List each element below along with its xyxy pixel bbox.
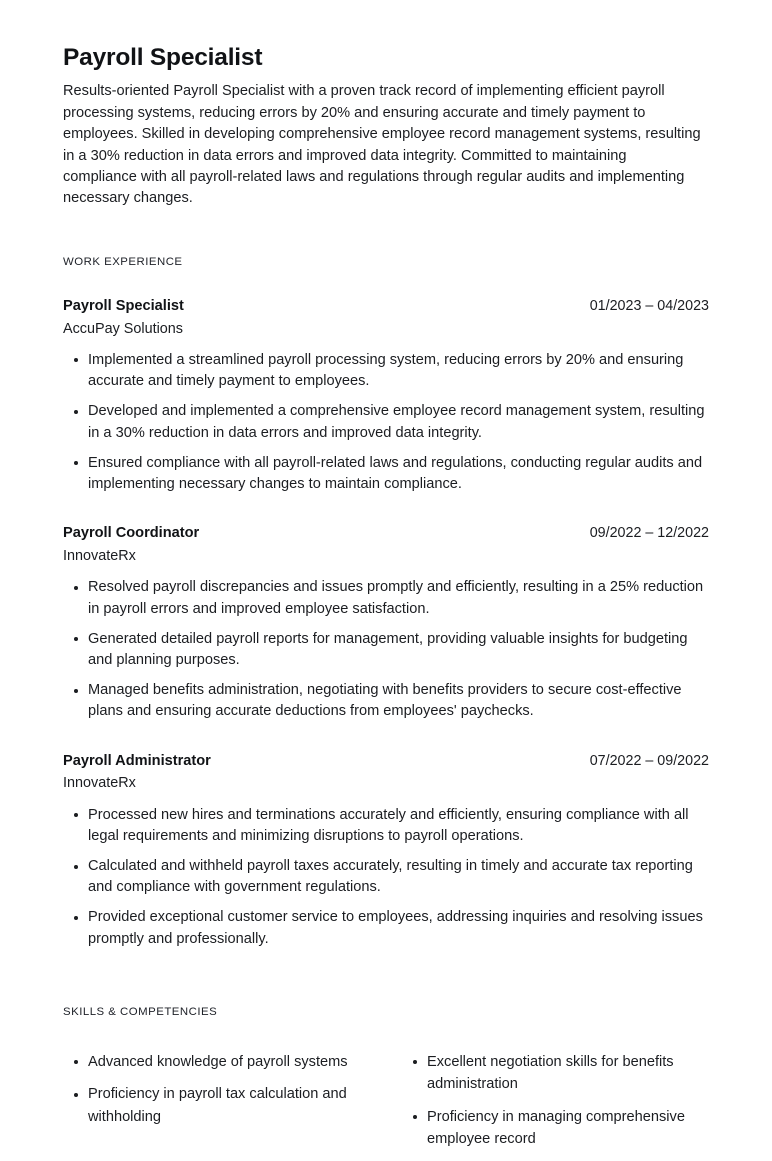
job-entry [63, 752, 709, 950]
job-dates: 01/2023 – 04/2023 [589, 297, 709, 314]
section-heading-skills: SKILLS & COMPETENCIES [63, 1005, 218, 1018]
list-item: Provided exceptional customer service to employees, addressing inquiries and resolving issues promptly and professionally. [63, 907, 709, 949]
list-item: Advanced knowledge of payroll systems [63, 1051, 386, 1074]
job-entry [63, 524, 709, 722]
work-experience-section [63, 256, 709, 950]
job-company: AccuPay Solutions [63, 320, 183, 337]
list-item: Implemented a streamlined payroll processing system, reducing errors by 20% and ensuring accurate and timely payment to employees. [63, 350, 709, 392]
list-item: Processed new hires and terminations accurately and efficiently, ensuring compliance with all legal requirements and minimizing disruptions to payroll operations. [63, 805, 709, 847]
list-item: Resolved payroll discrepancies and issues promptly and efficiently, resulting in a 25% reduction in payroll errors and improved employee satisfaction. [63, 577, 709, 619]
job-dates: 09/2022 – 12/2022 [589, 525, 709, 542]
list-item: Excellent negotiation skills for benefits administration [402, 1051, 709, 1096]
list-item: Ensured compliance with all payroll-related laws and regulations, conducting regular audits and implementing necessary changes to maintain compliance. [63, 453, 709, 495]
page-title: Payroll Specialist [63, 44, 263, 71]
section-heading-work-experience: WORK EXPERIENCE [63, 255, 183, 268]
skills-list [402, 1051, 709, 1151]
skills-list [63, 1051, 386, 1129]
list-item: Proficiency in payroll tax calculation and withholding [63, 1083, 386, 1128]
list-item: Developed and implemented a comprehensive employee record management system, resulting in a 30% reduction in data errors and improved data integrity. [63, 401, 709, 443]
job-company: InnovateRx [63, 547, 136, 564]
list-item: Generated detailed payroll reports for management, providing valuable insights for budgeting and planning purposes. [63, 629, 709, 671]
skills-column-right [386, 1051, 709, 1161]
list-item: Calculated and withheld payroll taxes accurately, resulting in timely and accurate tax reporting and compliance with government regulations. [63, 856, 709, 898]
job-dates: 07/2022 – 09/2022 [589, 752, 709, 769]
job-title: Payroll Specialist [63, 297, 184, 314]
job-entry [63, 297, 709, 495]
skills-column-left [63, 1051, 386, 1161]
job-header [63, 524, 709, 544]
list-item: Proficiency in managing comprehensive employee record [402, 1106, 709, 1151]
job-responsibility-list [63, 577, 709, 722]
job-responsibility-list [63, 805, 709, 950]
list-item: Managed benefits administration, negotiating with benefits providers to secure cost-effective plans and ensuring accurate deductions from employees' paychecks. [63, 680, 709, 722]
skills-section [63, 1006, 709, 1161]
skills-columns [63, 1051, 709, 1161]
job-title: Payroll Administrator [63, 752, 211, 769]
job-responsibility-list [63, 350, 709, 495]
job-company: InnovateRx [63, 775, 136, 792]
job-title: Payroll Coordinator [63, 525, 200, 542]
job-header [63, 297, 709, 317]
professional-summary: Results-oriented Payroll Specialist with a proven track record of implementing efficient payroll processing systems, reducing errors by 20% and ensuring accurate and timely payment to employees. Skilled in developing comprehensive employee record management systems, resulting in a 30% reduction in data errors and improved data integrity. Committed to maintaining compliance with all payroll-related laws and regulations through regular audits and implementing necessary changes. [63, 83, 701, 207]
job-header [63, 752, 709, 772]
